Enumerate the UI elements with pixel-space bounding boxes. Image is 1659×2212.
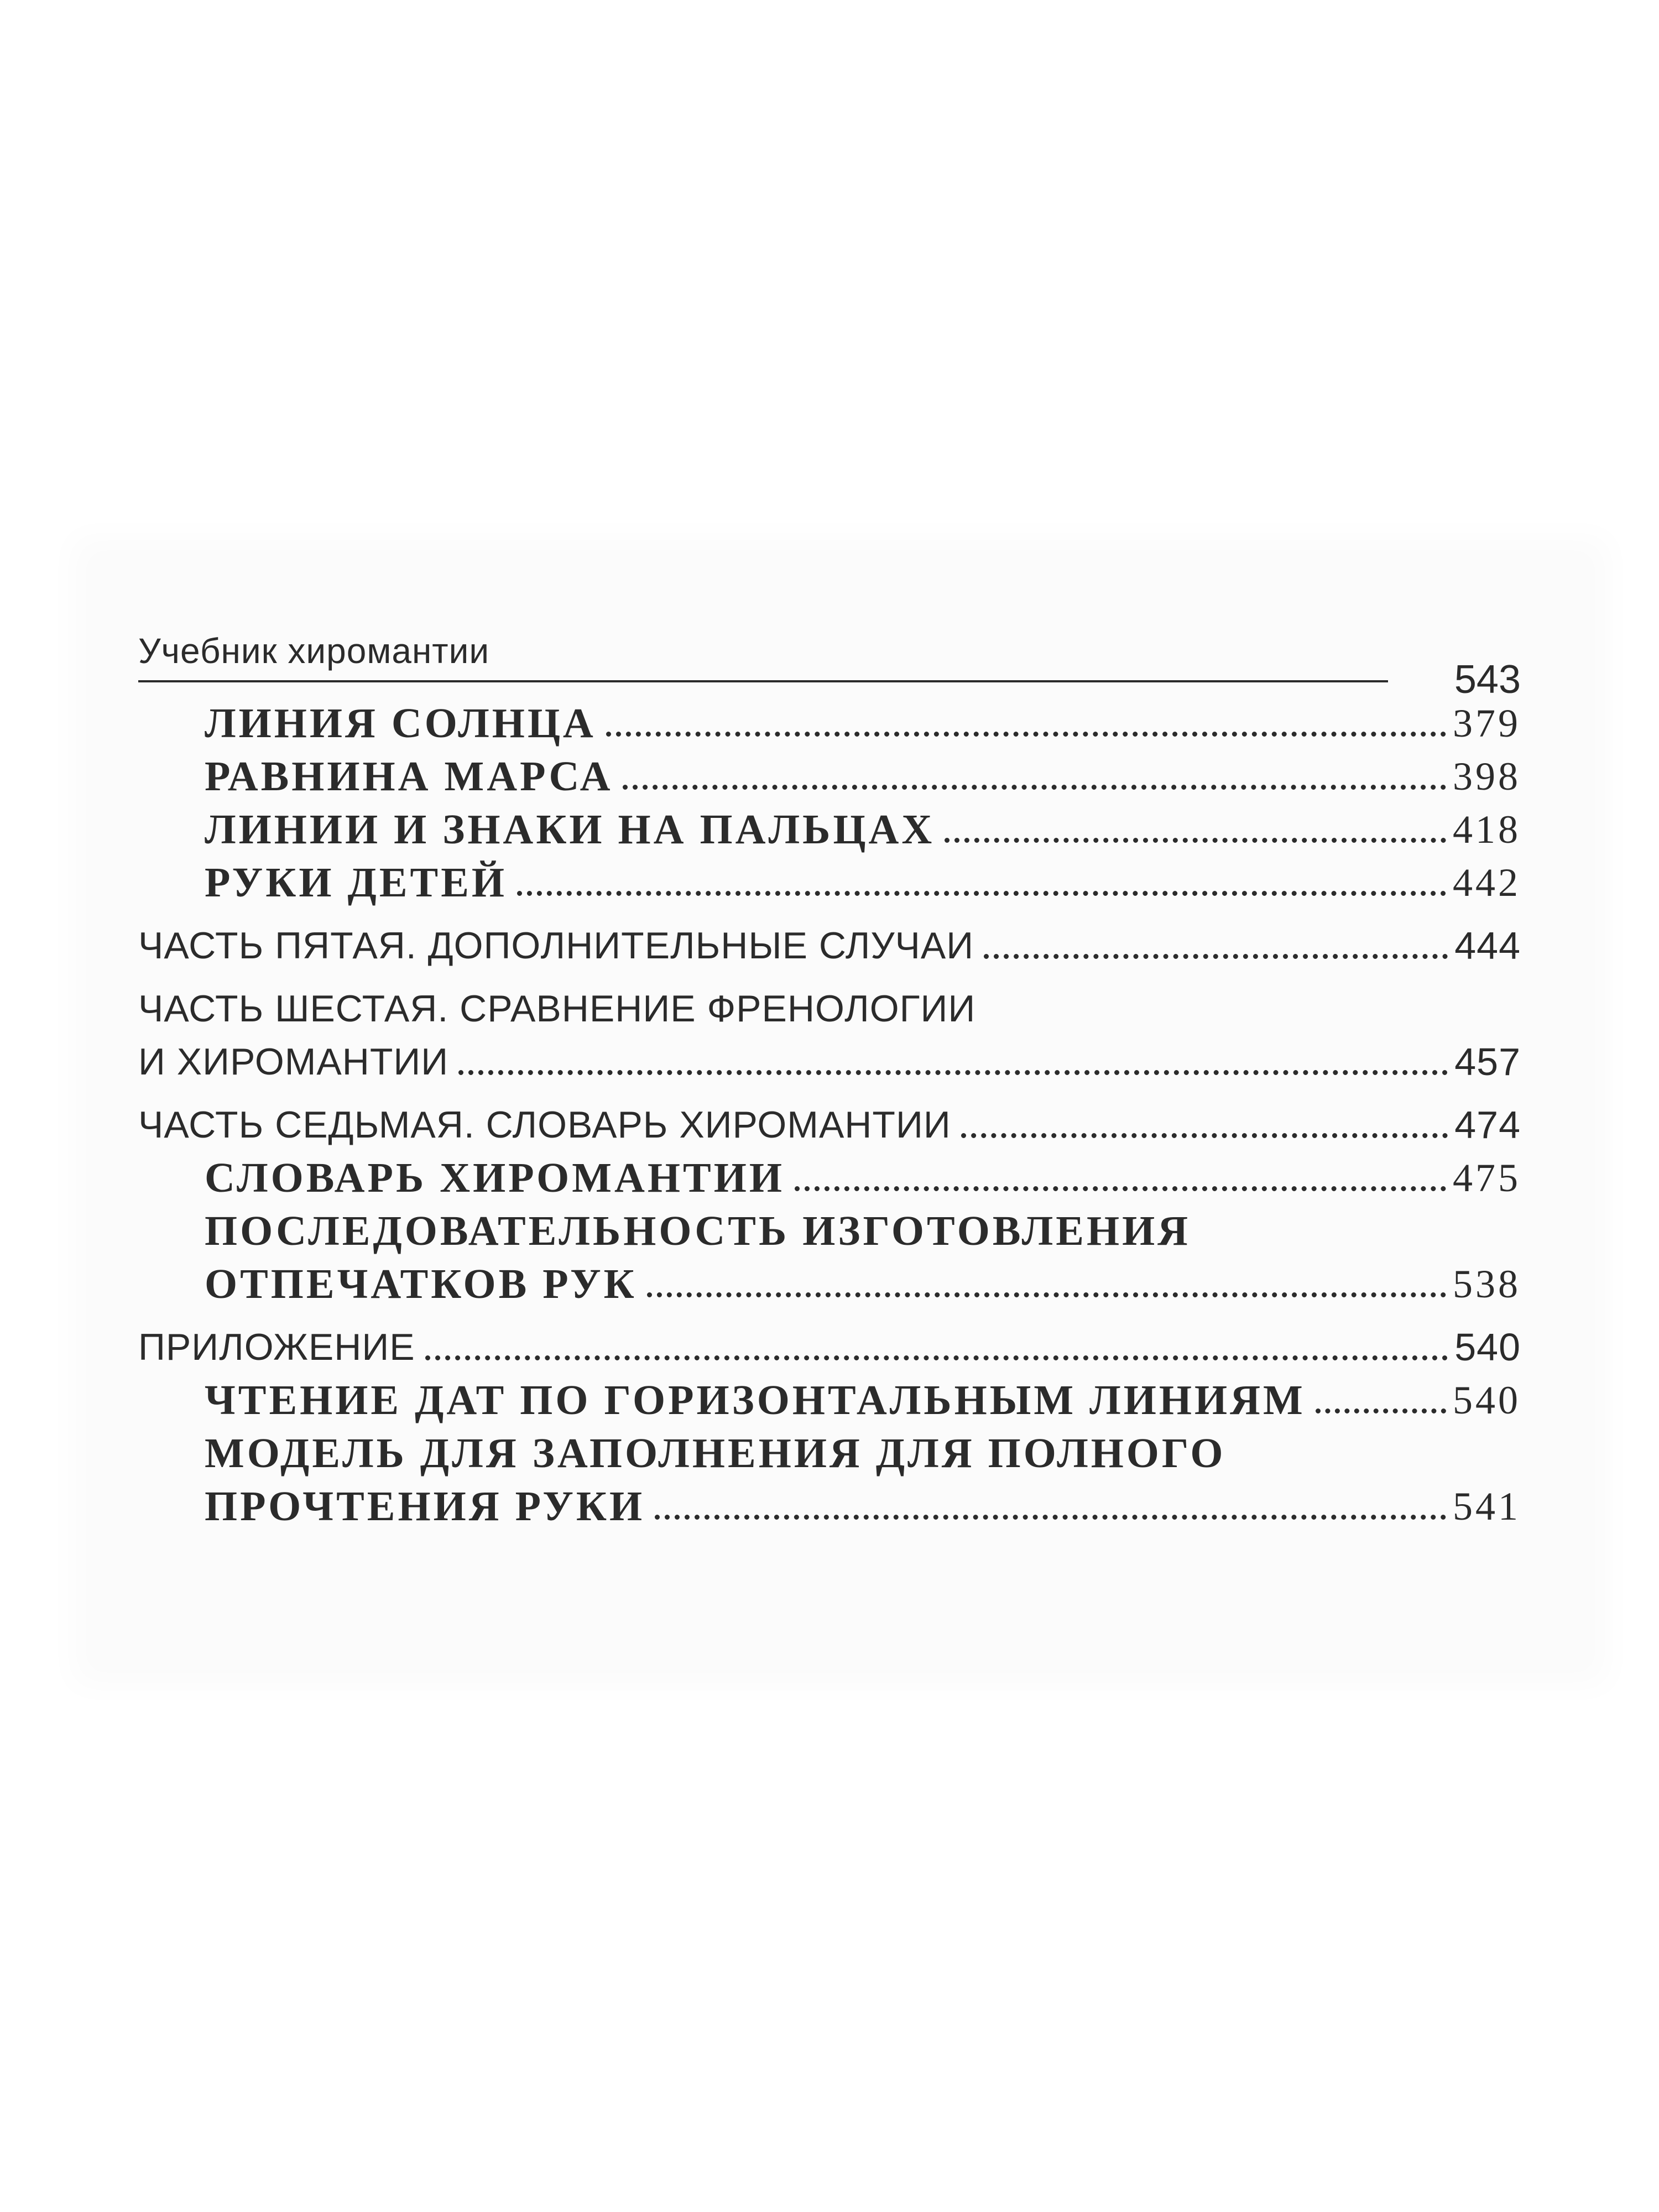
page-number: 543 [1454, 658, 1521, 702]
toc-entry-ravnina-marsa[interactable] [138, 750, 1521, 803]
toc-entry-page: 418 [1453, 807, 1521, 852]
toc-entry-title: РУКИ ДЕТЕЙ [205, 859, 508, 906]
toc-entry-continuation [138, 1035, 1521, 1088]
toc-entry-title-line2: ПРОЧТЕНИЯ РУКИ [205, 1483, 645, 1530]
toc-entry-title-line1: ПОСЛЕДОВАТЕЛЬНОСТЬ ИЗГОТОВЛЕНИЯ [205, 1208, 1191, 1254]
toc-entry-title-line1: МОДЕЛЬ ДЛЯ ЗАПОЛНЕНИЯ ДЛЯ ПОЛНОГО [205, 1430, 1226, 1477]
toc-entry-page: 540 [1454, 1326, 1521, 1369]
dot-leader [961, 1133, 1448, 1138]
toc-entry-slovar[interactable] [138, 1151, 1521, 1204]
dot-leader [795, 1186, 1446, 1191]
toc-entry-title: ЛИНИЯ СОЛНЦА [205, 700, 596, 747]
toc-entry-liniya-solntsa[interactable] [138, 697, 1521, 750]
dot-leader [623, 785, 1446, 790]
dot-leader [945, 838, 1446, 843]
toc-entry-title: ЛИНИИ И ЗНАКИ НА ПАЛЬЦАХ [205, 806, 935, 853]
running-header [138, 614, 1521, 702]
dot-leader [1316, 1408, 1446, 1413]
toc-entry-title: ЧАСТЬ СЕДЬМАЯ. СЛОВАРЬ ХИРОМАНТИИ [138, 1104, 951, 1146]
toc-entry-title: ЧТЕНИЕ ДАТ ПО ГОРИЗОНТАЛЬНЫМ ЛИНИЯМ [205, 1377, 1306, 1423]
toc-part-six[interactable] [138, 982, 1521, 1088]
toc-appendix[interactable] [138, 1321, 1521, 1374]
toc-entry-model[interactable] [138, 1427, 1521, 1533]
dot-leader [606, 732, 1446, 737]
toc-entry-page: 538 [1453, 1262, 1521, 1306]
toc-entry-title-line2: И ХИРОМАНТИИ [138, 1041, 449, 1083]
toc-entry-title-line1: ЧАСТЬ ШЕСТАЯ. СРАВНЕНИЕ ФРЕНОЛОГИИ [138, 988, 976, 1030]
toc-entry-continuation [138, 1480, 1521, 1533]
dot-leader [647, 1292, 1446, 1297]
toc-entry-page: 475 [1453, 1156, 1521, 1200]
toc-entry-title: ЧАСТЬ ПЯТАЯ. ДОПОЛНИТЕЛЬНЫЕ СЛУЧАИ [138, 925, 974, 967]
dot-leader [984, 954, 1448, 959]
header-rule [138, 680, 1388, 682]
running-header-title: Учебник хиромантии [138, 631, 490, 671]
dot-leader [517, 891, 1446, 896]
toc-entry-page: 442 [1453, 860, 1521, 905]
toc-part-five[interactable] [138, 919, 1521, 972]
toc-entry-page: 540 [1453, 1378, 1521, 1422]
toc-entry-posledovatelnost[interactable] [138, 1204, 1521, 1311]
toc-entry-page: 379 [1453, 701, 1521, 745]
toc-entry-continuation [138, 1258, 1521, 1311]
toc-part-seven[interactable] [138, 1098, 1521, 1151]
toc-entry-page: 541 [1453, 1484, 1521, 1528]
toc-entry-page: 444 [1454, 924, 1521, 967]
dot-leader [425, 1355, 1448, 1360]
dot-leader [458, 1070, 1448, 1075]
toc-entry-page: 398 [1453, 754, 1521, 799]
toc-entry-page: 457 [1454, 1040, 1521, 1083]
toc-entry-title: РАВНИНА МАРСА [205, 753, 613, 800]
toc-entry-ruki-detey[interactable] [138, 856, 1521, 909]
toc-entry-title-line2: ОТПЕЧАТКОВ РУК [205, 1261, 637, 1307]
toc-entry-title: СЛОВАРЬ ХИРОМАНТИИ [205, 1155, 785, 1201]
toc-entry-linii-i-znaki[interactable] [138, 803, 1521, 856]
toc-entry-title: ПРИЛОЖЕНИЕ [138, 1326, 415, 1368]
toc-entry-chtenie-dat[interactable] [138, 1374, 1521, 1427]
toc-entry-page: 474 [1454, 1103, 1521, 1146]
table-of-contents [138, 614, 1521, 1533]
dot-leader [655, 1515, 1446, 1520]
